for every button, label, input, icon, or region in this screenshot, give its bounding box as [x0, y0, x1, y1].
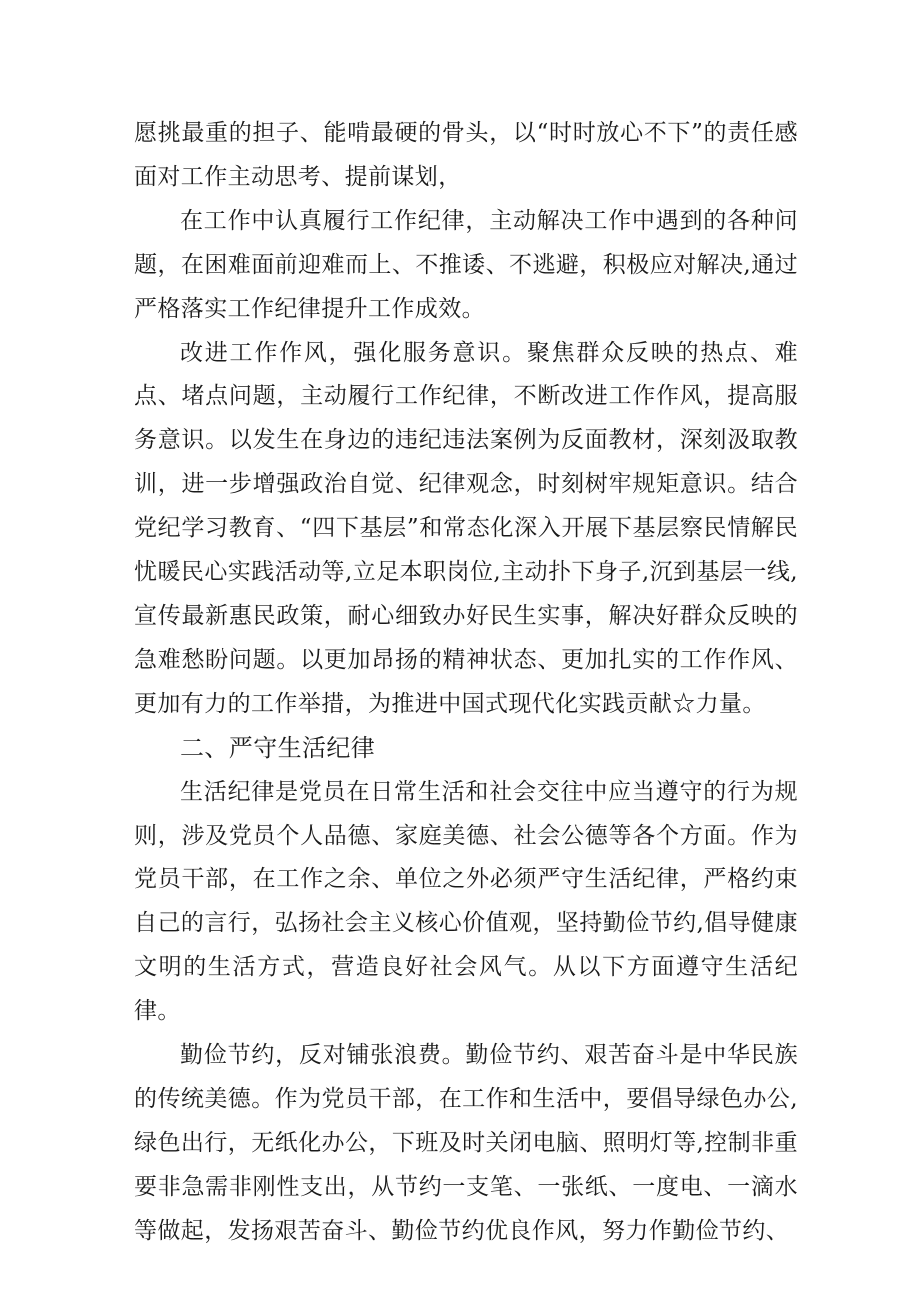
paragraph-continuation: 愿挑最重的担子、能啃最硬的骨头，以“时时放心不下”的责任感面对工作主动思考、提前谋划， — [134, 120, 798, 190]
paragraph-life-discipline-intro: 生活纪律是党员在日常生活和社会交往中应当遵守的行为规则，涉及党员个人品德、家庭美德、社会公德等各个方面。作为党员干部，在工作之余、单位之外必须严守生活纪律，严格约束自己的言行，弘扬社会主义核心价值观，坚持勤俭节约,倡导健康文明的生活方式，营造良好社会风气。从以下方面遵守生活纪律。 — [134, 778, 798, 1025]
paragraph-work-discipline: 在工作中认真履行工作纪律，主动解决工作中遇到的各种问题，在困难面前迎难而上、不推诿、不逃避，积极应对解决,通过严格落实工作纪律提升工作成效。 — [134, 207, 798, 322]
document-body — [134, 112, 798, 1254]
section-heading: 二、严守生活纪律 — [180, 733, 376, 762]
paragraph-thrift: 勤俭节约，反对铺张浪费。勤俭节约、艰苦奋斗是中华民族的传统美德。作为党员干部，在工作和生活中，要倡导绿色办公,绿色出行，无纸化办公，下班及时关闭电脑、照明灯等,控制非重要非急需非刚性支出，从节约一支笔、一张纸、一度电、一滴水等做起，发扬艰苦奋斗、勤俭节约优良作风，努力作勤俭节约、 — [134, 1042, 798, 1244]
paragraph-improve-work-style: 改进工作作风，强化服务意识。聚焦群众反映的热点、难点、堵点问题，主动履行工作纪律，不断改进工作作风，提高服务意识。以发生在身边的违纪违法案例为反面教材，深刻汲取教训，进一步增强政治自觉、纪律观念，时刻树牢规矩意识。结合党纪学习教育、“四下基层”和常态化深入开展下基层察民情解民忧暖民心实践活动等,立足本职岗位,主动扑下身子,沉到基层一线,宣传最新惠民政策，耐心细致办好民生实事，解决好群众反映的急难愁盼问题。以更加昂扬的精神状态、更加扎实的工作作风、更加有力的工作举措，为推进中国式现代化实践贡献☆力量。 — [134, 339, 798, 717]
